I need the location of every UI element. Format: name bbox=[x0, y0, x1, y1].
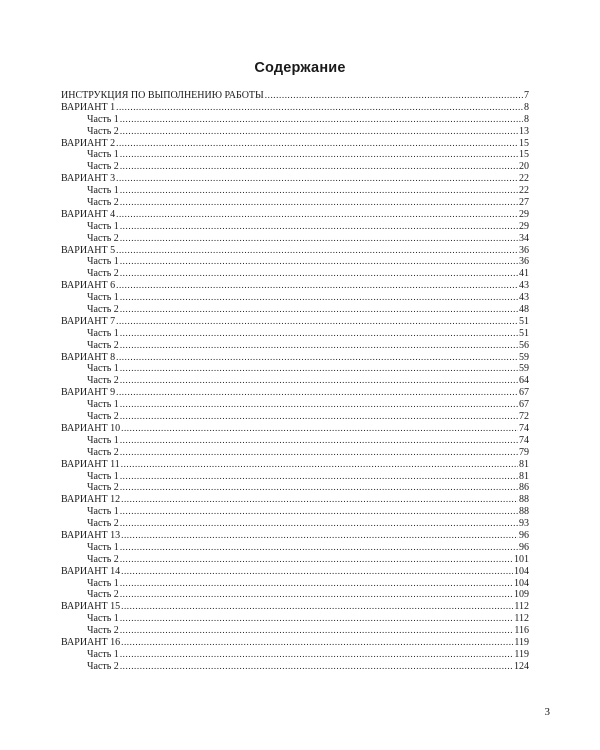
toc-entry-label: Часть 2 bbox=[87, 304, 119, 316]
toc-subentry[interactable] bbox=[61, 256, 529, 268]
toc-entry-label: ВАРИАНТ 14 bbox=[61, 565, 121, 577]
dot-leader bbox=[120, 506, 518, 518]
toc-entry-label: ВАРИАНТ 2 bbox=[61, 137, 116, 149]
toc-subentry[interactable] bbox=[61, 613, 529, 625]
toc-entry-page: 86 bbox=[519, 482, 529, 494]
toc-subentry[interactable] bbox=[61, 292, 529, 304]
toc-entry-page: 8 bbox=[524, 113, 529, 125]
dot-leader bbox=[121, 530, 518, 542]
toc-entry-page: 67 bbox=[519, 399, 529, 411]
dot-leader bbox=[116, 387, 518, 399]
toc-entry-page: 7 bbox=[524, 90, 529, 101]
dot-leader bbox=[120, 340, 518, 352]
toc-entry-label: Часть 2 bbox=[87, 625, 119, 637]
toc-entry[interactable] bbox=[61, 352, 529, 364]
toc-entry-label: Часть 2 bbox=[87, 339, 119, 351]
dot-leader bbox=[121, 601, 513, 613]
dot-leader bbox=[120, 114, 523, 126]
dot-leader bbox=[120, 578, 513, 590]
toc-entry[interactable] bbox=[61, 387, 529, 399]
toc-subentry[interactable] bbox=[61, 363, 529, 375]
toc-entry-page: 81 bbox=[519, 470, 529, 482]
toc-entry-label: Часть 1 bbox=[87, 506, 119, 518]
toc-entry[interactable] bbox=[61, 209, 529, 221]
toc-entry-page: 36 bbox=[519, 244, 529, 256]
toc-entry-page: 119 bbox=[514, 648, 529, 660]
toc-subentry[interactable] bbox=[61, 411, 529, 423]
dot-leader bbox=[120, 375, 518, 387]
toc-subentry[interactable] bbox=[61, 268, 529, 280]
dot-leader bbox=[120, 268, 518, 280]
dot-leader bbox=[120, 411, 518, 423]
toc-entry[interactable] bbox=[61, 245, 529, 257]
toc-entry-label: Часть 1 bbox=[87, 434, 119, 446]
toc-entry-page: 59 bbox=[519, 351, 529, 363]
dot-leader bbox=[120, 161, 518, 173]
toc-entry-label: Часть 1 bbox=[87, 113, 119, 125]
toc-subentry[interactable] bbox=[61, 340, 529, 352]
toc-entry-label: Часть 1 bbox=[87, 648, 119, 660]
toc-entry-page: 29 bbox=[519, 208, 529, 220]
toc-entry-page: 27 bbox=[519, 197, 529, 209]
toc-entry-label: Часть 2 bbox=[87, 553, 119, 565]
toc-entry-page: 112 bbox=[514, 601, 529, 613]
toc-entry-page: 20 bbox=[519, 161, 529, 173]
toc-entry-page: 59 bbox=[519, 363, 529, 375]
toc-entry-page: 119 bbox=[514, 636, 529, 648]
toc-entry[interactable] bbox=[61, 530, 529, 542]
toc-subentry[interactable] bbox=[61, 149, 529, 161]
dot-leader bbox=[120, 328, 518, 340]
dot-leader bbox=[116, 245, 518, 257]
dot-leader bbox=[120, 435, 518, 447]
toc-subentry[interactable] bbox=[61, 447, 529, 459]
toc-subentry[interactable] bbox=[61, 221, 529, 233]
dot-leader bbox=[121, 566, 513, 578]
dot-leader bbox=[120, 649, 514, 661]
toc-entry-page: 96 bbox=[519, 541, 529, 553]
table-of-contents bbox=[61, 90, 529, 673]
toc-entry-page: 43 bbox=[519, 292, 529, 304]
toc-entry-label: Часть 1 bbox=[87, 613, 119, 625]
dot-leader bbox=[121, 637, 513, 649]
toc-subentry[interactable] bbox=[61, 114, 529, 126]
toc-entry-page: 34 bbox=[519, 232, 529, 244]
toc-entry-page: 104 bbox=[514, 565, 529, 577]
toc-entry-label: ВАРИАНТ 11 bbox=[61, 458, 120, 470]
dot-leader bbox=[120, 589, 513, 601]
dot-leader bbox=[120, 126, 518, 138]
toc-entry-label: Часть 1 bbox=[87, 149, 119, 161]
toc-entry-label: Часть 1 bbox=[87, 541, 119, 553]
toc-entry-page: 112 bbox=[514, 613, 529, 625]
dot-leader bbox=[120, 471, 518, 483]
toc-entry-label: Часть 1 bbox=[87, 577, 119, 589]
toc-entry-page: 13 bbox=[519, 125, 529, 137]
toc-entry-page: 93 bbox=[519, 518, 529, 530]
toc-entry-page: 81 bbox=[519, 458, 529, 470]
dot-leader bbox=[120, 233, 518, 245]
toc-entry-label: ВАРИАНТ 6 bbox=[61, 280, 116, 292]
toc-entry-label: ВАРИАНТ 8 bbox=[61, 351, 116, 363]
toc-entry-page: 72 bbox=[519, 411, 529, 423]
toc-subentry[interactable] bbox=[61, 518, 529, 530]
dot-leader bbox=[120, 304, 518, 316]
toc-entry[interactable] bbox=[61, 601, 529, 613]
toc-entry-label: Часть 2 bbox=[87, 268, 119, 280]
dot-leader bbox=[116, 138, 518, 150]
dot-leader bbox=[120, 221, 518, 233]
toc-entry-page: 36 bbox=[519, 256, 529, 268]
toc-entry[interactable] bbox=[61, 138, 529, 150]
toc-subentry[interactable] bbox=[61, 578, 529, 590]
toc-entry-page: 51 bbox=[519, 315, 529, 327]
dot-leader bbox=[120, 661, 513, 673]
toc-entry-label: Часть 1 bbox=[87, 399, 119, 411]
toc-entry[interactable] bbox=[61, 637, 529, 649]
toc-entry-label: ВАРИАНТ 16 bbox=[61, 636, 121, 648]
toc-entry-page: 48 bbox=[519, 304, 529, 316]
toc-entry-page: 88 bbox=[519, 506, 529, 518]
toc-subentry[interactable] bbox=[61, 435, 529, 447]
toc-entry-page: 15 bbox=[519, 149, 529, 161]
toc-entry-page: 43 bbox=[519, 280, 529, 292]
dot-leader bbox=[120, 554, 513, 566]
dot-leader bbox=[121, 423, 518, 435]
toc-entry-label: Часть 2 bbox=[87, 197, 119, 209]
toc-subentry[interactable] bbox=[61, 304, 529, 316]
toc-subentry[interactable] bbox=[61, 471, 529, 483]
toc-subentry[interactable] bbox=[61, 233, 529, 245]
toc-entry-page: 29 bbox=[519, 220, 529, 232]
dot-leader bbox=[120, 542, 518, 554]
dot-leader bbox=[120, 185, 518, 197]
toc-entry-page: 22 bbox=[519, 173, 529, 185]
toc-subentry[interactable] bbox=[61, 197, 529, 209]
toc-entry-label: Часть 1 bbox=[87, 327, 119, 339]
dot-leader bbox=[116, 173, 518, 185]
toc-entry-label: Часть 2 bbox=[87, 125, 119, 137]
toc-entry-page: 8 bbox=[524, 101, 529, 113]
toc-entry-page: 64 bbox=[519, 375, 529, 387]
toc-entry[interactable] bbox=[61, 423, 529, 435]
dot-leader bbox=[116, 209, 518, 221]
toc-entry-page: 96 bbox=[519, 529, 529, 541]
dot-leader bbox=[120, 256, 518, 268]
toc-entry-label: Часть 1 bbox=[87, 363, 119, 375]
toc-entry[interactable] bbox=[61, 280, 529, 292]
dot-leader bbox=[116, 352, 518, 364]
toc-subentry[interactable] bbox=[61, 399, 529, 411]
dot-leader bbox=[265, 90, 523, 102]
toc-subentry[interactable] bbox=[61, 649, 529, 661]
toc-entry-label: ИНСТРУКЦИЯ ПО ВЫПОЛНЕНИЮ РАБОТЫ bbox=[61, 90, 264, 101]
toc-subentry[interactable] bbox=[61, 661, 529, 673]
toc-subentry[interactable] bbox=[61, 554, 529, 566]
dot-leader bbox=[120, 482, 518, 494]
toc-entry-label: Часть 2 bbox=[87, 518, 119, 530]
toc-entry-page: 22 bbox=[519, 185, 529, 197]
toc-entry[interactable] bbox=[61, 102, 529, 114]
toc-entry-label: ВАРИАНТ 7 bbox=[61, 315, 116, 327]
toc-subentry[interactable] bbox=[61, 161, 529, 173]
toc-entry-page: 124 bbox=[514, 660, 529, 672]
toc-entry[interactable] bbox=[61, 459, 529, 471]
dot-leader bbox=[120, 447, 518, 459]
toc-subentry[interactable] bbox=[61, 185, 529, 197]
toc-subentry[interactable] bbox=[61, 126, 529, 138]
toc-entry-label: Часть 2 bbox=[87, 482, 119, 494]
dot-leader bbox=[116, 316, 518, 328]
toc-entry-label: Часть 2 bbox=[87, 446, 119, 458]
toc-entry-label: Часть 1 bbox=[87, 470, 119, 482]
toc-subentry[interactable] bbox=[61, 542, 529, 554]
toc-subentry[interactable] bbox=[61, 506, 529, 518]
toc-subentry[interactable] bbox=[61, 589, 529, 601]
toc-entry[interactable] bbox=[61, 566, 529, 578]
toc-entry-label: Часть 2 bbox=[87, 161, 119, 173]
dot-leader bbox=[120, 149, 518, 161]
dot-leader bbox=[120, 625, 514, 637]
toc-entry-page: 67 bbox=[519, 387, 529, 399]
dot-leader bbox=[120, 363, 518, 375]
toc-entry-label: Часть 2 bbox=[87, 660, 119, 672]
toc-entry-label: ВАРИАНТ 3 bbox=[61, 173, 116, 185]
dot-leader bbox=[121, 494, 518, 506]
toc-entry[interactable] bbox=[61, 494, 529, 506]
toc-subentry[interactable] bbox=[61, 328, 529, 340]
toc-entry-label: ВАРИАНТ 10 bbox=[61, 422, 121, 434]
toc-entry-page: 51 bbox=[519, 327, 529, 339]
toc-entry-page: 79 bbox=[519, 446, 529, 458]
dot-leader bbox=[120, 399, 518, 411]
dot-leader bbox=[121, 459, 518, 471]
toc-entry-label: ВАРИАНТ 15 bbox=[61, 601, 121, 613]
toc-entry-page: 15 bbox=[519, 137, 529, 149]
page-title: Содержание bbox=[254, 60, 346, 76]
page-number: 3 bbox=[544, 706, 550, 718]
toc-entry-label: ВАРИАНТ 12 bbox=[61, 494, 121, 506]
dot-leader bbox=[120, 197, 518, 209]
toc-entry-label: ВАРИАНТ 9 bbox=[61, 387, 116, 399]
toc-entry-label: Часть 1 bbox=[87, 185, 119, 197]
toc-entry-label: Часть 1 bbox=[87, 256, 119, 268]
toc-entry-label: Часть 1 bbox=[87, 292, 119, 304]
toc-entry-page: 74 bbox=[519, 434, 529, 446]
toc-subentry[interactable] bbox=[61, 482, 529, 494]
dot-leader bbox=[120, 613, 514, 625]
toc-entry-page: 101 bbox=[514, 553, 529, 565]
toc-entry-label: Часть 1 bbox=[87, 220, 119, 232]
toc-entry-label: Часть 2 bbox=[87, 411, 119, 423]
toc-entry-label: Часть 2 bbox=[87, 232, 119, 244]
toc-entry-page: 104 bbox=[514, 577, 529, 589]
toc-entry[interactable] bbox=[61, 90, 529, 102]
dot-leader bbox=[120, 292, 518, 304]
toc-entry-label: ВАРИАНТ 13 bbox=[61, 529, 121, 541]
toc-entry-page: 109 bbox=[514, 589, 529, 601]
dot-leader bbox=[116, 280, 518, 292]
toc-entry-label: Часть 2 bbox=[87, 375, 119, 387]
toc-entry-label: ВАРИАНТ 4 bbox=[61, 208, 116, 220]
toc-entry-page: 41 bbox=[519, 268, 529, 280]
toc-entry-page: 56 bbox=[519, 339, 529, 351]
toc-subentry[interactable] bbox=[61, 375, 529, 387]
toc-entry-label: ВАРИАНТ 1 bbox=[61, 101, 116, 113]
dot-leader bbox=[120, 518, 518, 530]
toc-subentry[interactable] bbox=[61, 625, 529, 637]
toc-entry[interactable] bbox=[61, 173, 529, 185]
toc-entry-page: 88 bbox=[519, 494, 529, 506]
dot-leader bbox=[116, 102, 523, 114]
toc-entry-page: 116 bbox=[514, 625, 529, 637]
toc-entry-page: 74 bbox=[519, 422, 529, 434]
toc-entry-label: ВАРИАНТ 5 bbox=[61, 244, 116, 256]
toc-entry-label: Часть 2 bbox=[87, 589, 119, 601]
toc-entry[interactable] bbox=[61, 316, 529, 328]
